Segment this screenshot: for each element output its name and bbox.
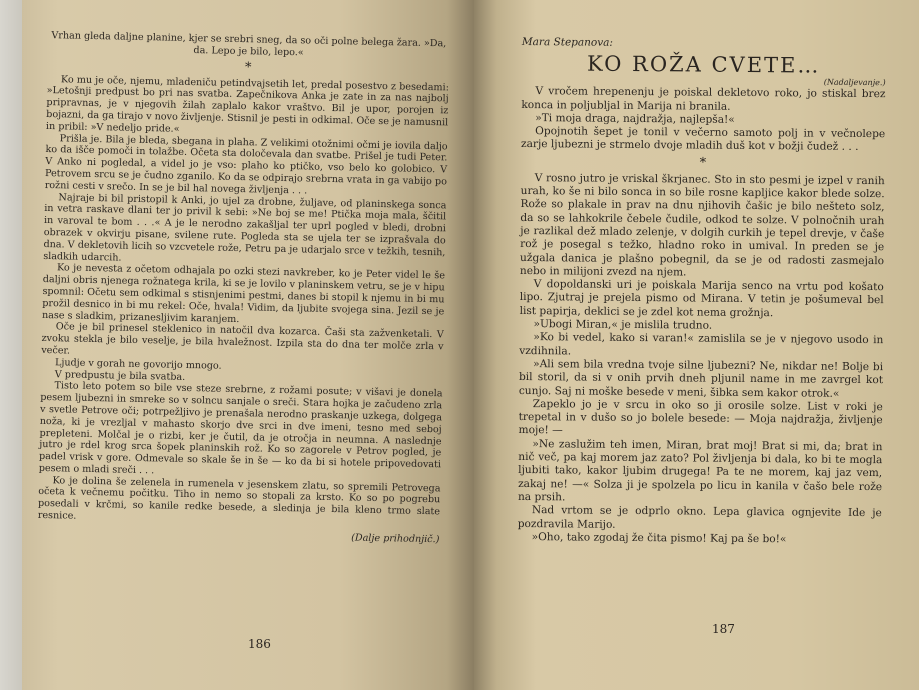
paragraph: Najraje bi bil pristopil k Anki, jo ujel za drobne, žuljave, od planinskega sonca in vetra raskave dlani ter jo privil k sebi: »Ne boj se me! Ptička moja mala, ščitil in varoval te bom . . .« A je le nerodno zakašljal ter uprl pogled v bledi, drobni obrazek v okvirju pisane, svilene rute. Pogleda sta se ujela ter se izprašvala do dna. V dekletovih licih so vzcvetele rože, Petru pa je udarjalo srce v težkih, tesnih, sladkih udarcih. [43,191,447,264]
paragraph: Opojnotih šepet je tonil v večerno samoto polj in v večnolepe zarje ljubezni je strmelo dvoje mladih duš kot v božji čudež . . . [521,125,886,154]
paragraph: Ko je nevesta z očetom odhajala po ozki stezi navkreber, ko je Peter videl le še daljni obris njenega rožnatega krila, ki se je lovilo v planinskem vetru, se je v hipu spomnil: Očetu sem odkimal s stisnjenimi pestmi, danes bi stopil k njemu in bi mu prožil desnico in bi mu rekel: Oče, hvala! Vidim, da ljubite svojega sina. Jezil se je nase s sladkim, prizanesljivim karanjem. [41,262,446,325]
section-break-star: * [699,155,707,171]
paragraph: V rosno jutro je vriskal škrjanec. Sto in sto pesmi je izpel v ranih urah, ko še ni bilo sonca in so bile rosne kapljice kakor blede solze. Rože so plakale in prav na dnu njihovih čašic je bilo nešteto solz, da so se lahkokrile čebele čudile, odkod te solze. V polnočnih urah je razlikal dež mlado zelenje, v dolgih curkih je tepel drevje, v čaše rož je posegal s težko, hladno roko in umival. In preden se je užgala danica je plašno pobegnil, da se je od radosti zasmejalo nebo in milijoni zvezd na njem. [519,171,885,279]
right-paragraphs [518,85,886,547]
right-page-text [518,36,886,547]
paragraph: Nad vrtom se je odprlo okno. Lepa glavica ognjevite Ide je pozdravila Marijo. [517,504,882,531]
paragraph: Zapeklo jo je v srcu in oko so ji orosile solze. List v roki je trepetal in v dušo so jo bolele besede: — Moja najdražja, življenje moje! — [518,397,883,437]
paragraph: Ljudje v gorah ne govorijo mnogo. [54,356,222,372]
paragraph: »Ubogi Miran,« je mislila trudno. [533,318,713,332]
paragraph: Oče je bil prinesel steklenico in natočil dva kozarca. Čaši sta zažvenketali. V zvoku stekla je bilo veselje, je bila hvaležnost. Izpila sta do dna ter molče zrla v večer. [41,321,444,357]
left-paragraphs [38,30,450,530]
story-title: KO ROŽA CVETE… [586,51,821,78]
story-subtitle: (Nadaljevanje.) [823,77,886,88]
paragraph: »Ne zaslužim teh imen, Miran, brat moj! Brat si mi, da; brat in nič več, pa kaj morem jaz zato? Pol življenja bi dala, ko bi te mogla ljubiti tako, kakor ljubim drugega! Pa te ne morem, kaj jaz vem, zakaj ne! —« Solza ji je spolzela po licu in kanila v čašo bele rože na prsih. [517,437,883,504]
paragraph: Tisto leto potem so bile vse steze srebrne, z rožami posute; v višavi je donela pesem ljubezni in smreke so v solncu sanjale o sreči. Stara hojka je začudeno zrla v svetle Petrove oči; potrpežljivo je prenašala nerodno praskanje uzkega, dolgega noža, ki je vrezljal v mahasto skorjo dve srci in dve imeni, tesno med seboj prepleteni. Molčal je o rizbi, ker je čutil, da je otročja in neumna. A naslednje jutro je rdel krog srca šopek planinskih rož. Ko so zagorele v Petrov pogled, je padel vrisk v gore. Odmevale so skale še in še — ko da bi si hotele pripovedovati pesem o mladi sreči . . . [38,380,443,477]
paragraph: V dopoldanski uri je poiskala Marija senco na vrtu pod košato lipo. Zjutraj je prejela pismo od Mirana. V tetin je pošumeval bel list papirja, deklici se je zdel kot nema grožnja. [519,278,884,319]
right-page [474,0,919,690]
paragraph: V predpustu je bila svatba. [54,368,186,383]
paragraph: Ko mu je oče, njemu, mladeniču petindvajsetih let, predal posestvo z besedami: »Letošnji predpust bo pri nas svatba. Zapečnikova Anka je zate in za nas najbolj pripravnas, je v njegovih žilah zaplalo kakor vraštvo. Bil je upor, porojen iz bojazni, da ga tirajo v novo življenje. Stisnil je pesti in odkimal. Oče se je namusnil in pribil: »V nedeljo pride.« [45,73,449,135]
paragraph: V vročem hrepenenju je poiskal dekletovo roko, jo stiskal brez konca in poljubljal in Marija ni branila. [521,85,886,113]
paragraph: »Ti moja draga, najdražja, najlepša!« [535,112,735,126]
paragraph: »Ko bi vedel, kako si varan!« zamislila se je v njegovo usodo in vzdihnila. [519,331,884,358]
author-name: Mara Stepanova: [521,36,614,49]
paragraph: Vrhan gleda daljne planine, kjer se srebri sneg, da so oči polne belega žara. »Da, da. Lepo je bilo, lepo.« [51,30,447,59]
paragraph: Ko je dolina še zelenela in rumenela v jesenskem zlatu, so spremili Petrovega očeta k večnemu počitku. Tiho in nemo so stopali za krsto. Ko so po pogrebu posedali v krčmi, so kanile redke besede, a sledinja je bila kleno trmo slate resnice. [37,474,441,522]
paragraph: »Ali sem bila vredna tvoje silne ljubezni? Ne, nikdar ne! Bolje bi bil storil, da si v onih prvih dneh pljunil name in me zavrgel kot cunjo. Saj ni moške besede v meni, šibka sem kakor otrok.« [518,358,884,400]
left-page [22,0,474,690]
paragraph: Prišla je. Bila je bleda, sbegana in plaha. Z velikimi otožnimi očmi je iovila daljo ko da išče pomoči in tolažbe. Očeta sta določevala dan svatbe. Prišel je tudi Peter. V Anko ni pogledal, a videl jo je vso: plaho ko ptičko, vso belo ko golobico. V Petrovem srcu se je čudno zganilo. Ko da se odpirajo srebrna vrata in ga vabijo po rožni cesti v srečo. In se je bil hal novega življenja . . . [44,132,448,197]
paragraph: »Oho, tako zgodaj že čita pismo! Kaj pa še bo!« [531,530,787,546]
section-break-star: * [244,59,252,75]
left-page-text [37,30,450,546]
continuation-note: (Dalje prihodnjič.) [351,532,440,546]
page-number-left: 186 [248,637,271,651]
page-number-right: 187 [712,622,735,636]
